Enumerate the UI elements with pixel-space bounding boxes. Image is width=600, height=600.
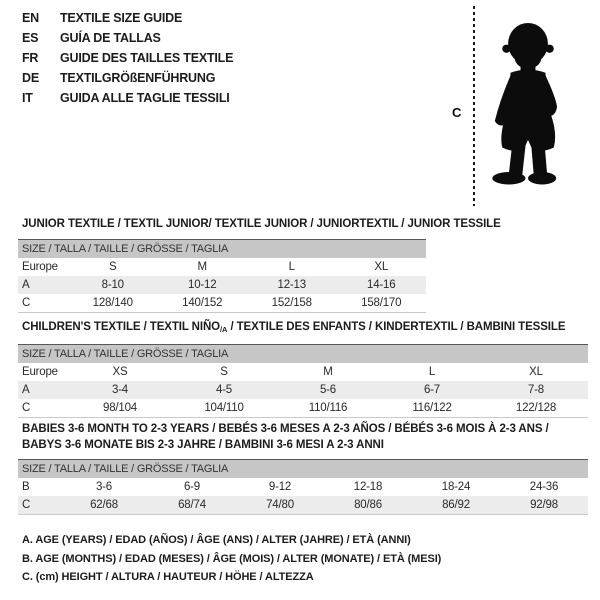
table-cell: 68/74	[148, 496, 236, 515]
table-cell: 3-4	[68, 381, 172, 399]
table-cell: 62/68	[60, 496, 148, 515]
section-title	[22, 320, 588, 335]
section-junior	[18, 217, 501, 313]
language-code: DE	[22, 71, 39, 85]
language-code: EN	[22, 11, 39, 25]
section-babies	[18, 421, 588, 515]
table-cell: 116/122	[412, 402, 452, 414]
section-title	[22, 421, 588, 453]
title-text: / TEXTILE DES ENFANTS / KINDERTEXTIL / BAMBINI TESSILE	[227, 321, 566, 333]
table-cell: XL	[374, 261, 389, 273]
footnotes	[22, 531, 441, 587]
language-label: GUIDE DES TAILLES TEXTILE	[60, 51, 234, 65]
section-title-line	[22, 421, 588, 437]
footnote: C. (cm) HEIGHT / ALTURA / HAUTEUR / HÖHE / ALTEZZA	[22, 571, 314, 583]
table-row	[18, 276, 426, 294]
table-cell: 128/140	[92, 297, 133, 309]
table-cell: 6-7	[380, 381, 484, 399]
table-cell: 86/92	[412, 496, 500, 515]
table-cell: 12-18	[353, 481, 383, 493]
table-cell: M	[323, 366, 333, 378]
footnote: B. AGE (MONTHS) / EDAD (MESES) / ÂGE (MOIS) / ALTER (MONATE) / ETÀ (MESI)	[22, 552, 442, 565]
table-cell: XS	[112, 366, 128, 378]
table-cell: 4-5	[172, 381, 276, 399]
size-table-junior	[18, 239, 426, 313]
table-cell: 140/152	[182, 297, 223, 309]
size-header-label: SIZE / TALLA / TAILLE / GRÖSSE / TAGLIA	[18, 460, 588, 479]
title-text: BABIES 3-6 MONTH TO 2-3 YEARS / BEBÉS 3-6 MESES A 2-3 AÑOS / BÉBÉS 3-6 MOIS À 2-3 ANS /	[22, 423, 549, 435]
language-label: TEXTILGRÖßENFÜHRUNG	[60, 71, 216, 85]
row-label: A	[18, 276, 68, 294]
size-header-label: SIZE / TALLA / TAILLE / GRÖSSE / TAGLIA	[18, 345, 588, 364]
size-header-band	[18, 460, 588, 479]
language-label: GUIDA ALLE TAGLIE TESSILI	[60, 91, 230, 105]
size-header-band	[18, 240, 426, 259]
table-cell: 12-13	[247, 276, 337, 294]
table-cell: 74/80	[236, 496, 324, 515]
table-cell: 122/128	[515, 402, 557, 414]
row-label: C	[18, 496, 60, 515]
table-cell: L	[288, 261, 295, 273]
table-row	[18, 258, 426, 276]
language-code: ES	[22, 31, 39, 45]
baby-silhouette-icon	[484, 7, 572, 205]
size-header-band	[18, 345, 588, 364]
height-dashed-line	[473, 6, 475, 206]
size-table-children	[18, 344, 588, 418]
footnote: A. AGE (YEARS) / EDAD (AÑOS) / ÂGE (ANS) / ALTER (JAHRE) / ETÀ (ANNI)	[22, 534, 411, 546]
table-cell: 6-9	[183, 481, 201, 493]
language-code: FR	[22, 51, 39, 65]
section-title-line	[22, 437, 588, 453]
row-label: C	[22, 402, 31, 414]
language-label: GUÍA DE TALLAS	[60, 31, 161, 45]
table-row	[18, 478, 588, 496]
language-code: IT	[22, 91, 33, 105]
title-text: CHILDREN'S TEXTILE / TEXTIL NIÑO	[22, 321, 221, 333]
table-cell: 18-24	[441, 481, 471, 493]
table-cell: 80/86	[324, 496, 412, 515]
section-title	[22, 217, 501, 231]
table-cell: L	[428, 366, 436, 378]
table-cell: 7-8	[484, 381, 588, 399]
title-text: /A	[220, 325, 228, 334]
row-label: Europe	[22, 366, 58, 378]
table-row	[18, 294, 426, 313]
table-cell: 5-6	[276, 381, 380, 399]
language-label: TEXTILE SIZE GUIDE	[60, 11, 183, 25]
row-label: Europe	[22, 261, 58, 273]
row-label: A	[18, 381, 68, 399]
table-cell: 24-36	[529, 481, 559, 493]
row-label: B	[22, 481, 30, 493]
table-cell: 10-12	[158, 276, 248, 294]
table-cell: 152/158	[271, 297, 312, 309]
table-cell: 9-12	[268, 481, 292, 493]
table-cell: 98/104	[103, 402, 137, 414]
table-row	[18, 363, 588, 381]
table-cell: M	[197, 261, 207, 273]
table-cell: 158/170	[361, 297, 402, 309]
table-cell: 3-6	[95, 481, 113, 493]
table-cell: S	[220, 366, 228, 378]
title-text: BABYS 3-6 MONATE BIS 2-3 JAHRE / BAMBINI 3-6 MESI A 2-3 ANNI	[22, 439, 384, 451]
table-cell: 104/110	[204, 402, 244, 414]
size-table-babies	[18, 459, 588, 515]
table-cell: 92/98	[500, 496, 588, 515]
table-row	[18, 496, 588, 515]
section-title-line	[22, 217, 501, 231]
table-row	[18, 399, 588, 418]
table-cell: 8-10	[68, 276, 158, 294]
section-title-line	[22, 320, 588, 335]
row-label: C	[22, 297, 31, 309]
title-text: JUNIOR TEXTILE / TEXTIL JUNIOR/ TEXTILE JUNIOR / JUNIORTEXTIL / JUNIOR TESSILE	[22, 218, 501, 230]
height-marker-label: C	[452, 105, 462, 120]
table-cell: 14-16	[337, 276, 427, 294]
size-header-label: SIZE / TALLA / TAILLE / GRÖSSE / TAGLIA	[18, 240, 426, 259]
table-cell: S	[109, 261, 117, 273]
table-row	[18, 381, 588, 399]
baby-figure	[0, 0, 600, 215]
table-cell: 110/116	[308, 402, 348, 414]
table-cell: XL	[529, 366, 543, 378]
section-children	[18, 320, 588, 418]
